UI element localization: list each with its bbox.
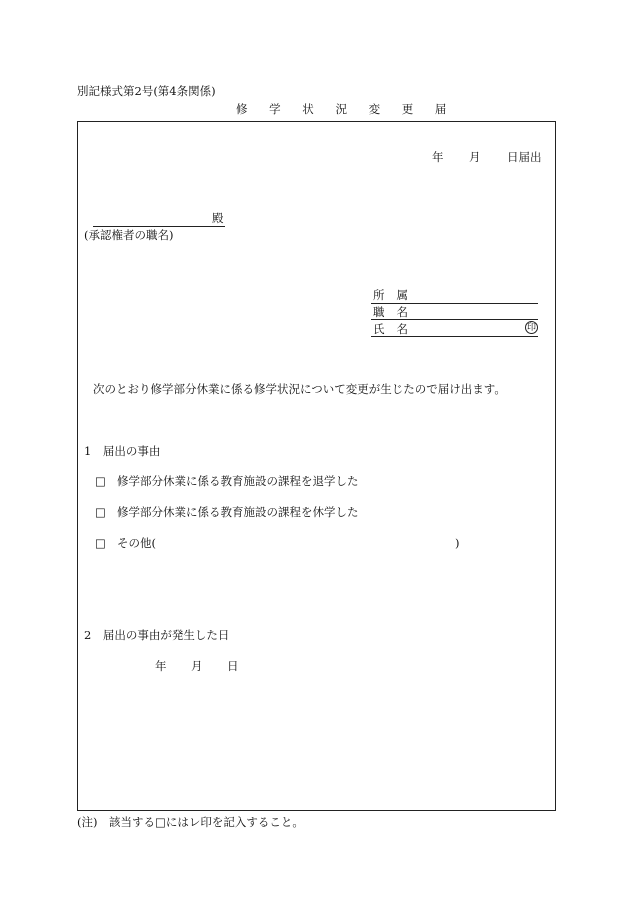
option2-label: 修学部分休業に係る教育施設の課程を休学した <box>117 505 359 519</box>
footnote: (注) 該当する□にはレ印を記入すること。 <box>77 815 304 829</box>
occurrence-day-label[interactable]: 日 <box>227 659 239 673</box>
option1-label: 修学部分休業に係る教育施設の課程を退学した <box>117 474 359 488</box>
addressee-note: (承認権者の職名) <box>84 228 174 242</box>
seal-mark: 印 <box>526 323 536 333</box>
document-title: 修 学 状 況 変 更 届 <box>236 102 456 116</box>
addressee-line[interactable] <box>93 226 225 227</box>
form-frame <box>77 121 556 811</box>
date-day-label[interactable]: 日届出 <box>507 150 542 164</box>
position-label: 職名 <box>373 305 420 319</box>
other-close-paren: ) <box>455 536 460 550</box>
name-label: 氏名 <box>373 322 420 336</box>
addressee-honorific: 殿 <box>212 211 224 225</box>
date-year-label[interactable]: 年 <box>432 150 444 164</box>
section1-heading: 1 届出の事由 <box>84 444 161 458</box>
option3-label: その他( <box>117 536 156 550</box>
form-number: 別記様式第2号(第4条関係) <box>77 84 216 98</box>
option2-checkbox[interactable]: □ <box>95 505 106 519</box>
occurrence-year-label[interactable]: 年 <box>155 659 167 673</box>
affiliation-line[interactable] <box>371 303 538 304</box>
date-month-label[interactable]: 月 <box>469 150 481 164</box>
section2-heading: 2 届出の事由が発生した日 <box>84 628 230 642</box>
name-line[interactable] <box>371 336 538 337</box>
option1-checkbox[interactable]: □ <box>95 474 106 488</box>
occurrence-month-label[interactable]: 月 <box>191 659 203 673</box>
statement-text: 次のとおり修学部分休業に係る修学状況について変更が生じたので届け出ます。 <box>93 382 506 396</box>
affiliation-label: 所属 <box>373 288 420 302</box>
position-line[interactable] <box>371 319 538 320</box>
option3-checkbox[interactable]: □ <box>95 536 106 550</box>
